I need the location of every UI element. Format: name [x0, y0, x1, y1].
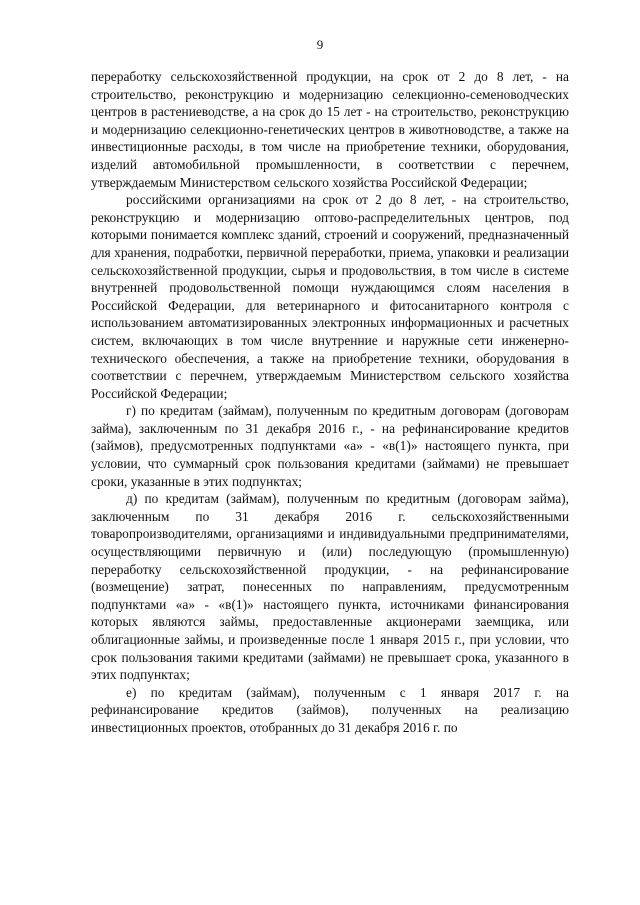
paragraph-russian-organizations: российскими организациями на срок от 2 до 8 лет, - на строительство, реконструкцию и модернизацию оптово-распределительных центров, под которыми понимается комплекс зданий, строений и сооружений, предназначенный для хранения, подработки, первичной переработки, приема, упаковки и реализации сельскохозяйственной продукции, сырья и продовольствия, в том числе в системе внутренней продовольственной помощи нуждающимся слоям населения в Российской Федерации, для ветеринарного и фитосанитарного контроля с использованием автоматизированных электронных информационных и расчетных систем, включающих в том числе внутренние и наружные сети инженерно-технического обеспечения, а также на приобретение техники, оборудования в соответствии с перечнем, утверждаемым Министерством сельского хозяйства Российской Федерации; [91, 192, 569, 401]
document-body [91, 68, 569, 737]
paragraph-item-e: е) по кредитам (займам), полученным с 1 января 2017 г. на рефинансирование кредитов (займов), полученных на реализацию инвестиционных проектов, отобранных до 31 декабря 2016 г. по [91, 684, 569, 735]
paragraph-continuation: переработку сельскохозяйственной продукции, на срок от 2 до 8 лет, - на строительство, реконструкцию и модернизацию селекционно-семеноводческих центров в растениеводстве, а на срок до 15 лет - на строительство, реконструкцию и модернизацию селекционно-генетических центров в животноводстве, а также на инвестиционные расходы, в том числе на приобретение техники, оборудования, изделий автомобильной промышленности, в соответствии с перечнем, утверждаемым Министерством сельского хозяйства Российской Федерации; [91, 69, 569, 190]
page-number: 9 [316, 37, 324, 52]
paragraph-item-d: д) по кредитам (займам), полученным по кредитным (договорам займа), заключенным по 31 декабря 2016 г. сельскохозяйственными товаропроизводителями, организациями и индивидуальными предпринимателями, осуществляющими первичную и (или) последующую (промышленную) переработку сельскохозяйственной продукции, - на рефинансирование (возмещение) затрат, понесенных по направлениям, предусмотренным подпунктами «а» - «в(1)» настоящего пункта, источниками финансирования которых являются займы, предоставленные акционерами заемщика, или облигационные займы, и произведенные после 1 января 2015 г., при условии, что срок пользования такими кредитами (займами) не превышает срока, указанного в этих подпунктах; [91, 491, 569, 683]
paragraph-item-g: г) по кредитам (займам), полученным по кредитным договорам (договорам займа), заключенным по 31 декабря 2016 г., - на рефинансирование кредитов (займов), предусмотренных подпунктами «а» - «в(1)» настоящего пункта, при условии, что суммарный срок пользования кредитами (займами) не превышает сроки, указанные в этих подпунктах; [91, 403, 569, 489]
